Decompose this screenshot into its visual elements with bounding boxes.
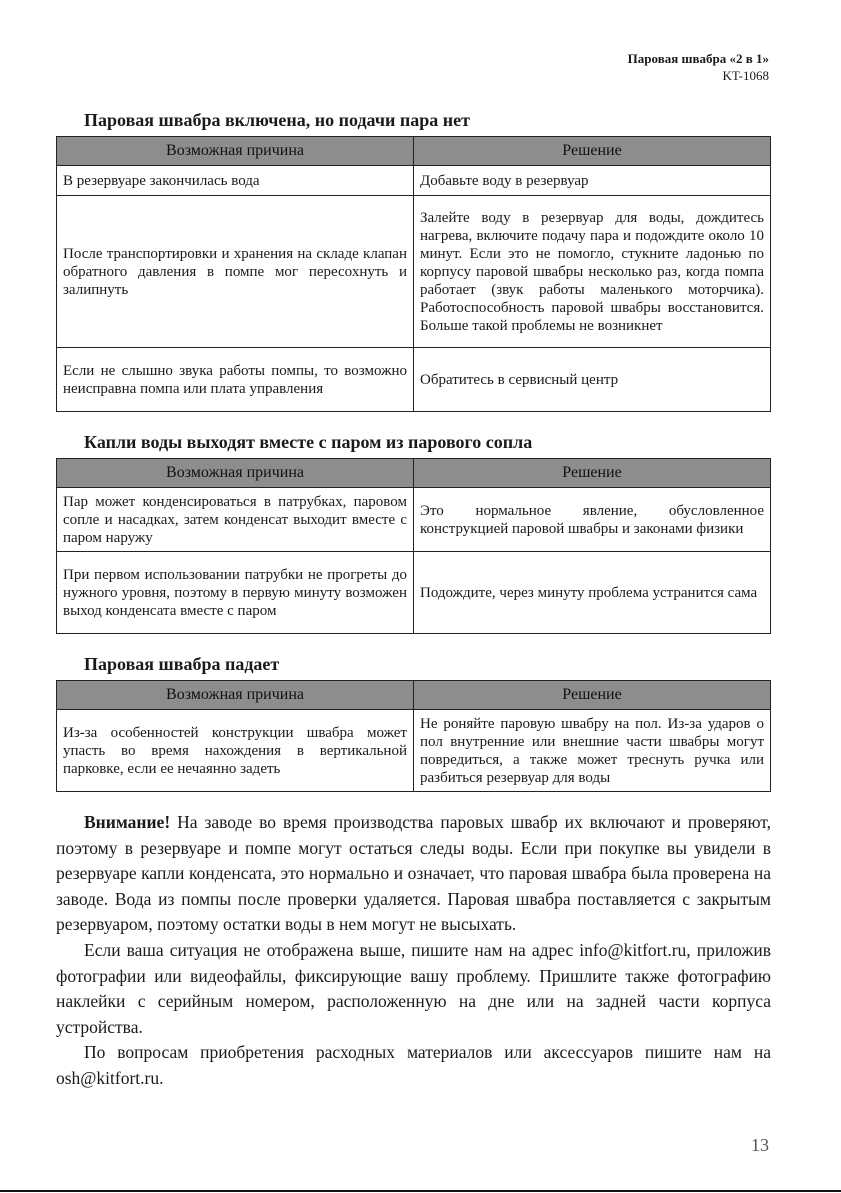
page-number: 13 xyxy=(751,1135,769,1155)
cause-cell: При первом использовании патрубки не прогреты до нужного уровня, поэтому в первую минуту возможен выход конденсата вместе с паром xyxy=(57,552,414,634)
solution-cell: Не роняйте паровую швабру на пол. Из-за ударов о пол внутренние или внешние части швабры могут повредиться, а также может треснуть ручка или разбиться резервуар для воды xyxy=(414,710,771,792)
section-title: Паровая швабра падает xyxy=(84,654,280,674)
warning-label: Внимание! xyxy=(84,812,171,832)
column-header-solution: Решение xyxy=(414,681,771,710)
cause-cell: Если не слышно звука работы помпы, то возможно неисправна помпа или плата управления xyxy=(57,348,414,412)
column-header-cause: Возможная причина xyxy=(57,681,414,710)
solution-cell: Обратитесь в сервисный центр xyxy=(414,348,771,412)
troubleshooting-table xyxy=(56,680,771,792)
solution-cell: Добавьте воду в резервуар xyxy=(414,166,771,196)
table-row xyxy=(57,488,771,552)
warning-text: На заводе во время производства паровых швабр их включают и проверяют, поэтому в резервуаре и помпе могут остаться следы воды. Если при покупке вы увидели в резервуаре капли конденсата, это нормально и означает, что паровая швабра была проверена на заводе. Вода из помпы после проверки удаляется. Паровая швабра поставляется с закрытым резервуаром, поэтому остатки воды в нем могут не высыхать. xyxy=(56,812,771,935)
running-header xyxy=(628,50,769,84)
column-header-solution: Решение xyxy=(414,459,771,488)
cause-cell: Пар может конденсироваться в патрубках, паровом сопле и насадках, затем конденсат выходит вместе с паром наружу xyxy=(57,488,414,552)
troubleshooting-table xyxy=(56,136,771,412)
column-header-cause: Возможная причина xyxy=(57,137,414,166)
solution-cell: Это нормальное явление, обусловленное конструкцией паровой швабры и законами физики xyxy=(414,488,771,552)
notes-block xyxy=(56,810,771,1092)
table-row xyxy=(57,196,771,348)
solution-cell: Подождите, через минуту проблема устранится сама xyxy=(414,552,771,634)
accessories-paragraph: По вопросам приобретения расходных материалов или аксессуаров пишите нам на osh@kitfort.ru. xyxy=(56,1042,771,1088)
table-row xyxy=(57,348,771,412)
column-header-solution: Решение xyxy=(414,137,771,166)
table-header-row xyxy=(57,137,771,166)
table-header-row xyxy=(57,681,771,710)
page-bottom-border xyxy=(0,1190,841,1192)
cause-cell: Из-за особенностей конструкции швабра может упасть во время нахождения в вертикальной парковке, если ее нечаянно задеть xyxy=(57,710,414,792)
cause-cell: После транспортировки и хранения на складе клапан обратного давления в помпе мог пересохнуть и залипнуть xyxy=(57,196,414,348)
contact-paragraph: Если ваша ситуация не отображена выше, пишите нам на адрес info@kitfort.ru, приложив фотографии или видеофайлы, фиксирующие вашу проблему. Пришлите также фотографию наклейки с серийным номером, расположенную на дне или на задней части корпуса устройства. xyxy=(56,939,771,1037)
table-row xyxy=(57,166,771,196)
cause-cell: В резервуаре закончилась вода xyxy=(57,166,414,196)
section-title: Капли воды выходят вместе с паром из парового сопла xyxy=(84,432,533,452)
section-title: Паровая швабра включена, но подачи пара нет xyxy=(84,110,470,130)
solution-cell: Залейте воду в резервуар для воды, дождитесь нагрева, включите подачу пара и подождите около 10 минут. Если это не помогло, стукните ладонью по корпусу паровой швабры несколько раз, когда помпа работает (звук работы маленького моторчика). Работоспособность паровой швабры восстановится. Больше такой проблемы не возникнет xyxy=(414,196,771,348)
warning-paragraph xyxy=(56,810,771,938)
table-header-row xyxy=(57,459,771,488)
table-row xyxy=(57,710,771,792)
header-model: KT-1068 xyxy=(722,68,769,83)
table-row xyxy=(57,552,771,634)
header-title: Паровая швабра «2 в 1» xyxy=(627,51,769,66)
column-header-cause: Возможная причина xyxy=(57,459,414,488)
troubleshooting-table xyxy=(56,458,771,634)
